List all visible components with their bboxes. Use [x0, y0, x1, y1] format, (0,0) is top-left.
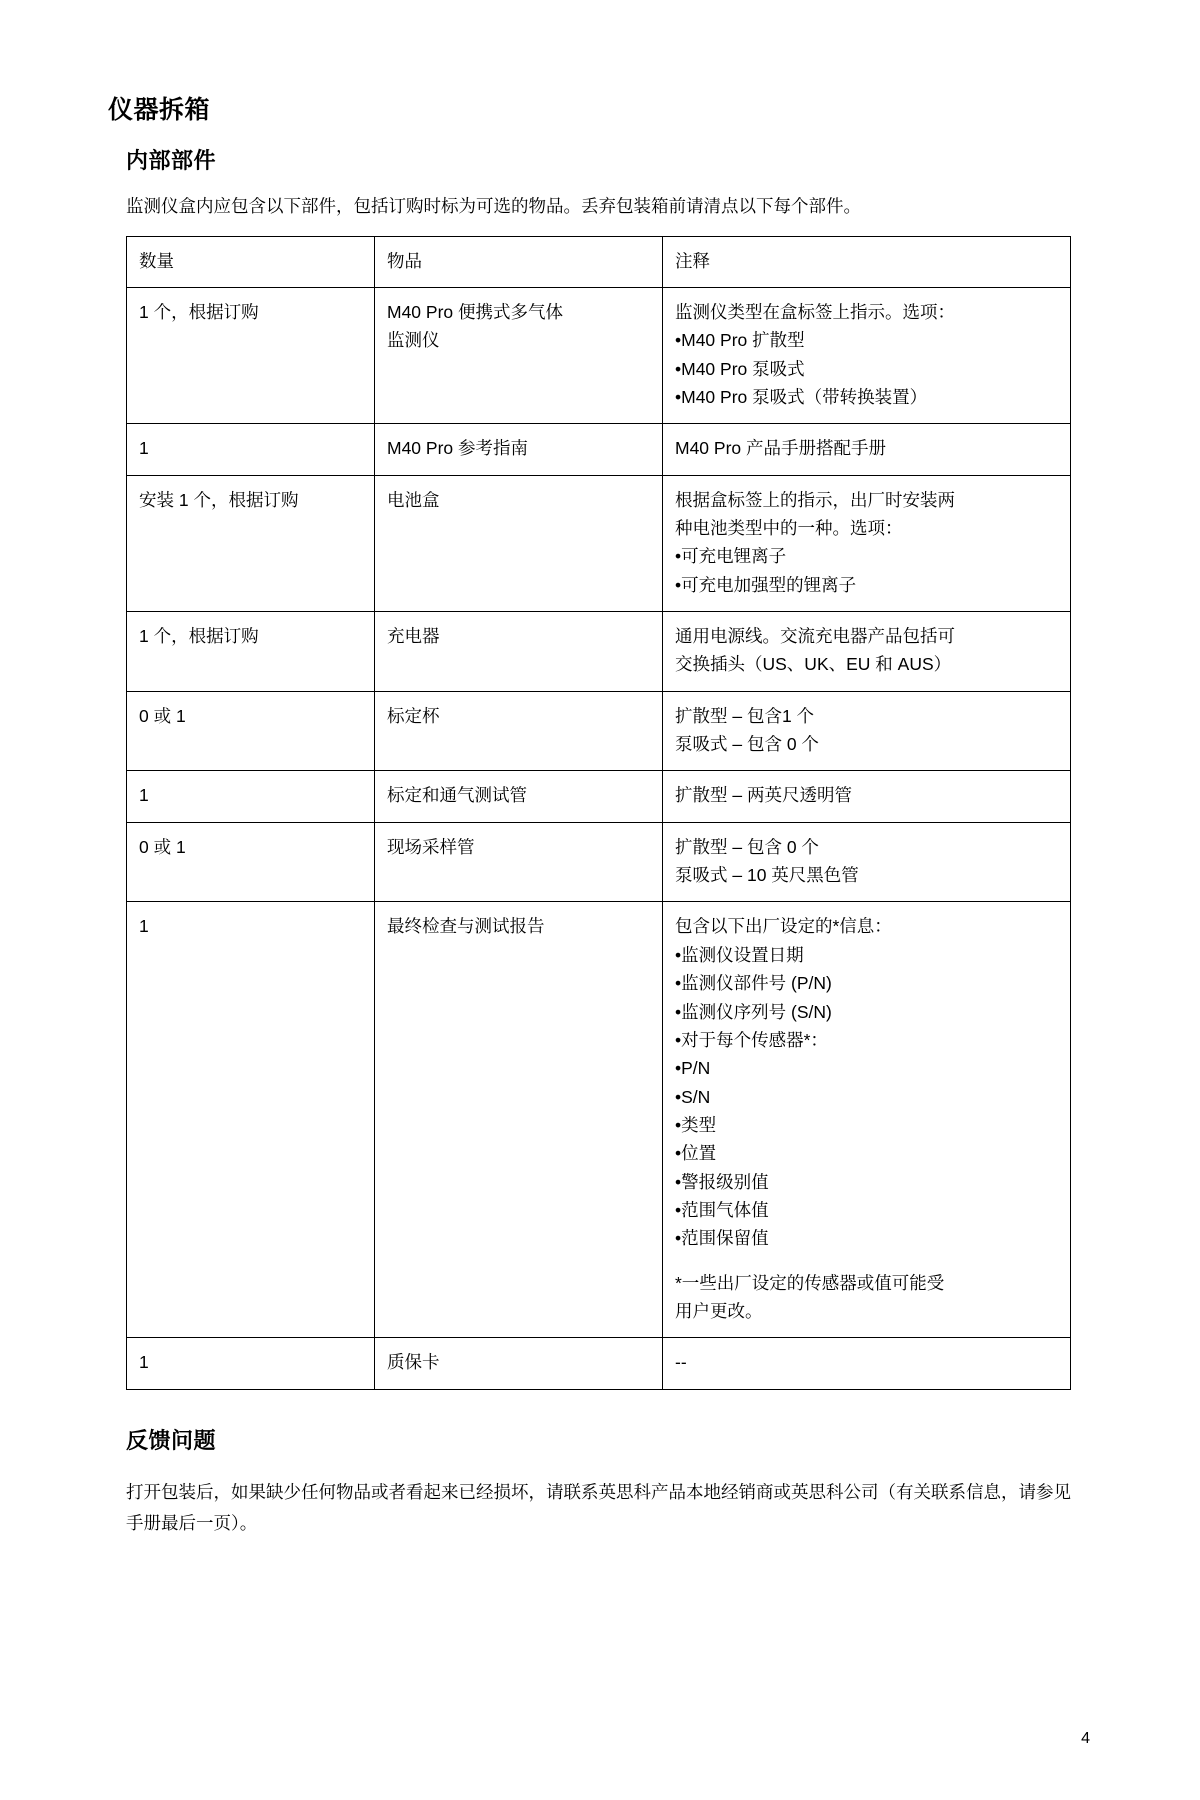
cell-line: •范围气体值	[675, 1199, 769, 1220]
table-row	[127, 612, 1071, 692]
table-cell-qty	[127, 822, 375, 902]
table-cell-item	[375, 902, 663, 1338]
table-cell-qty	[127, 424, 375, 475]
cell-line: 包含以下出厂设定的*信息：	[675, 916, 892, 937]
cell-line: *一些出厂设定的传感器或值可能受	[675, 1272, 945, 1293]
table-cell-qty	[127, 1338, 375, 1389]
table-row	[127, 822, 1071, 902]
table-row	[127, 424, 1071, 475]
table-cell-item	[375, 612, 663, 692]
section-heading-feedback: 反馈问题	[126, 1427, 217, 1453]
table-cell-notes	[663, 691, 1071, 771]
table-row	[127, 475, 1071, 611]
cell-line: 标定杯	[387, 705, 440, 726]
table-cell-item	[375, 287, 663, 423]
table-cell-item	[375, 424, 663, 475]
table-cell-qty	[127, 475, 375, 611]
cell-line	[675, 1253, 1058, 1269]
table-header-notes: 注释	[663, 236, 1071, 287]
cell-line: •警报级别值	[675, 1171, 769, 1192]
cell-line: 现场采样管	[387, 836, 475, 857]
table-header-item: 物品	[375, 236, 663, 287]
cell-line: 扩散型 – 包含1 个	[675, 705, 815, 726]
cell-line: M40 Pro 便携式多气体	[387, 301, 563, 322]
cell-line: --	[675, 1352, 687, 1373]
table-row	[127, 287, 1071, 423]
cell-line: 1	[139, 916, 149, 937]
page-title: 仪器拆箱	[108, 96, 211, 124]
cell-line: 质保卡	[387, 1352, 440, 1373]
table-cell-item	[375, 691, 663, 771]
cell-line: 1	[139, 1352, 149, 1373]
cell-line: •范围保留值	[675, 1228, 769, 1249]
cell-line: 最终检查与测试报告	[387, 916, 545, 937]
cell-line: 通用电源线。交流充电器产品包括可	[675, 626, 955, 647]
table-row	[127, 771, 1071, 822]
cell-line: M40 Pro 产品手册搭配手册	[675, 438, 886, 459]
cell-line: 监测仪类型在盒标签上指示。选项：	[675, 301, 955, 322]
cell-line: •S/N	[675, 1086, 711, 1107]
table-cell-qty	[127, 691, 375, 771]
table-header-row	[127, 236, 1071, 287]
cell-line: 泵吸式 – 包含 0 个	[675, 734, 819, 755]
table-header-qty: 数量	[127, 236, 375, 287]
table-cell-qty	[127, 287, 375, 423]
cell-line: 根据盒标签上的指示，出厂时安装两	[675, 489, 955, 510]
cell-line: 扩散型 – 两英尺透明管	[675, 785, 852, 806]
cell-line: •位置	[675, 1143, 717, 1164]
cell-line: 1 个，根据订购	[139, 626, 259, 647]
table-cell-item	[375, 822, 663, 902]
table-cell-item	[375, 771, 663, 822]
feedback-paragraph: 打开包装后，如果缺少任何物品或者看起来已经损坏，请联系英思科产品本地经销商或英思科公司（有关联系信息，请参见手册最后一页）。	[126, 1481, 1071, 1533]
table-cell-qty	[127, 612, 375, 692]
cell-line: 充电器	[387, 626, 440, 647]
cell-line: •M40 Pro 泵吸式	[675, 358, 805, 379]
parts-table	[126, 236, 1071, 1390]
table-cell-notes	[663, 424, 1071, 475]
cell-line: •P/N	[675, 1058, 711, 1079]
cell-line: 用户更改。	[675, 1300, 763, 1321]
cell-line: •可充电锂离子	[675, 546, 787, 567]
cell-line: •类型	[675, 1114, 717, 1135]
cell-line: 交换插头（US、UK、EU 和 AUS）	[675, 654, 952, 675]
page-number: 4	[1081, 1730, 1090, 1747]
cell-line: M40 Pro 参考指南	[387, 438, 528, 459]
table-cell-notes	[663, 902, 1071, 1338]
cell-line: 扩散型 – 包含 0 个	[675, 836, 819, 857]
cell-line: 1	[139, 438, 149, 459]
table-cell-notes	[663, 475, 1071, 611]
cell-line: 电池盒	[387, 489, 440, 510]
table-row	[127, 691, 1071, 771]
cell-line: 1	[139, 785, 149, 806]
table-cell-item	[375, 475, 663, 611]
cell-line: •M40 Pro 扩散型	[675, 330, 805, 351]
cell-line: •监测仪部件号 (P/N)	[675, 973, 832, 994]
cell-line: •M40 Pro 泵吸式（带转换装置）	[675, 387, 928, 407]
cell-line: 安装 1 个，根据订购	[139, 489, 299, 510]
table-cell-notes	[663, 771, 1071, 822]
section-heading-internal-parts: 内部部件	[126, 148, 217, 173]
cell-line: •可充电加强型的锂离子	[675, 574, 857, 595]
cell-line: 种电池类型中的一种。选项：	[675, 518, 903, 539]
table-cell-qty	[127, 902, 375, 1338]
table-row	[127, 1338, 1071, 1389]
cell-line: 0 或 1	[139, 836, 186, 857]
table-cell-notes	[663, 1338, 1071, 1389]
cell-line: 1 个，根据订购	[139, 301, 259, 322]
cell-line: •对于每个传感器*：	[675, 1029, 828, 1050]
table-cell-qty	[127, 771, 375, 822]
cell-line: •监测仪序列号 (S/N)	[675, 1001, 832, 1022]
cell-line: 0 或 1	[139, 705, 186, 726]
cell-line: 标定和通气测试管	[387, 785, 527, 806]
table-cell-notes	[663, 822, 1071, 902]
intro-paragraph: 监测仪盒内应包含以下部件，包括订购时标为可选的物品。丢弃包装箱前请清点以下每个部件。	[126, 196, 861, 216]
cell-line: 泵吸式 – 10 英尺黑色管	[675, 865, 859, 886]
table-cell-notes	[663, 612, 1071, 692]
cell-line: •监测仪设置日期	[675, 944, 804, 965]
table-cell-item	[375, 1338, 663, 1389]
table-row	[127, 902, 1071, 1338]
table-cell-notes	[663, 287, 1071, 423]
cell-line: 监测仪	[387, 330, 440, 351]
